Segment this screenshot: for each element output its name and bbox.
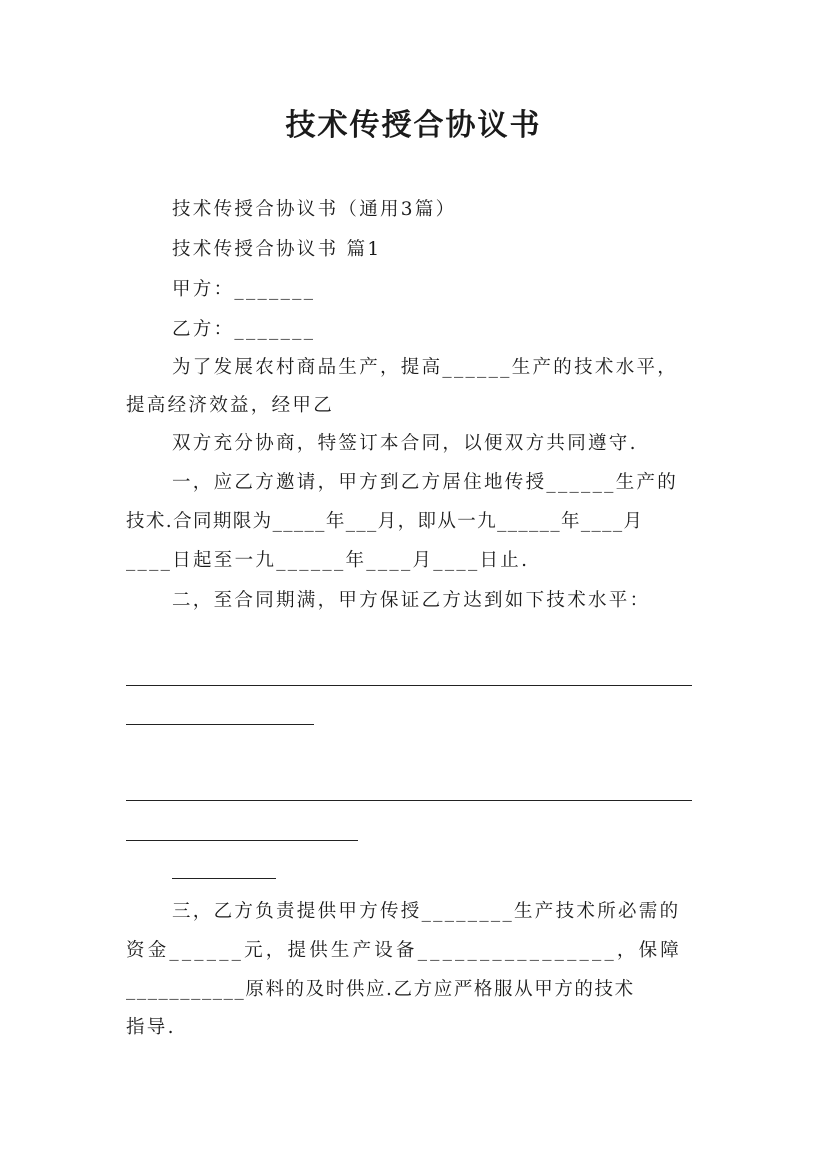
clause-one-line: 一，应乙方邀请，甲方到乙方居住地传授______生产的	[172, 472, 679, 493]
clause-three-line: 三，乙方负责提供甲方传授________生产技术所必需的	[172, 901, 681, 922]
blank-fill-line	[126, 800, 692, 801]
clause-three-line: 指导.	[126, 1017, 176, 1038]
clause-three-line: ___________原料的及时供应.乙方应严格服从甲方的技术	[126, 979, 635, 1000]
paragraph-line: 提高经济效益，经甲乙	[126, 395, 335, 416]
clause-two-line: 二，至合同期满，甲方保证乙方达到如下技术水平：	[172, 590, 651, 611]
subtitle-line: 技术传授合协议书（通用3篇）	[172, 199, 457, 220]
blank-fill-line	[126, 840, 358, 841]
document-title: 技术传授合协议书	[285, 108, 542, 143]
party-a-line: 甲方：_______	[172, 279, 316, 300]
blank-fill-line	[172, 878, 276, 879]
clause-one-line: ____日起至一九______年____月____日止.	[126, 550, 530, 571]
clause-three-line: 资金______元，提供生产设备________________，保障	[126, 940, 683, 961]
blank-fill-line	[126, 685, 692, 686]
party-b-line: 乙方：_______	[172, 319, 316, 340]
paragraph-line: 为了发展农村商品生产，提高______生产的技术水平，	[172, 357, 679, 378]
section-heading: 技术传授合协议书 篇1	[172, 239, 382, 260]
clause-one-line: 技术.合同期限为_____年___月，即从一九______年____月	[126, 511, 644, 532]
blank-fill-line	[126, 724, 314, 725]
paragraph-line: 双方充分协商，特签订本合同，以便双方共同遵守.	[172, 433, 638, 454]
